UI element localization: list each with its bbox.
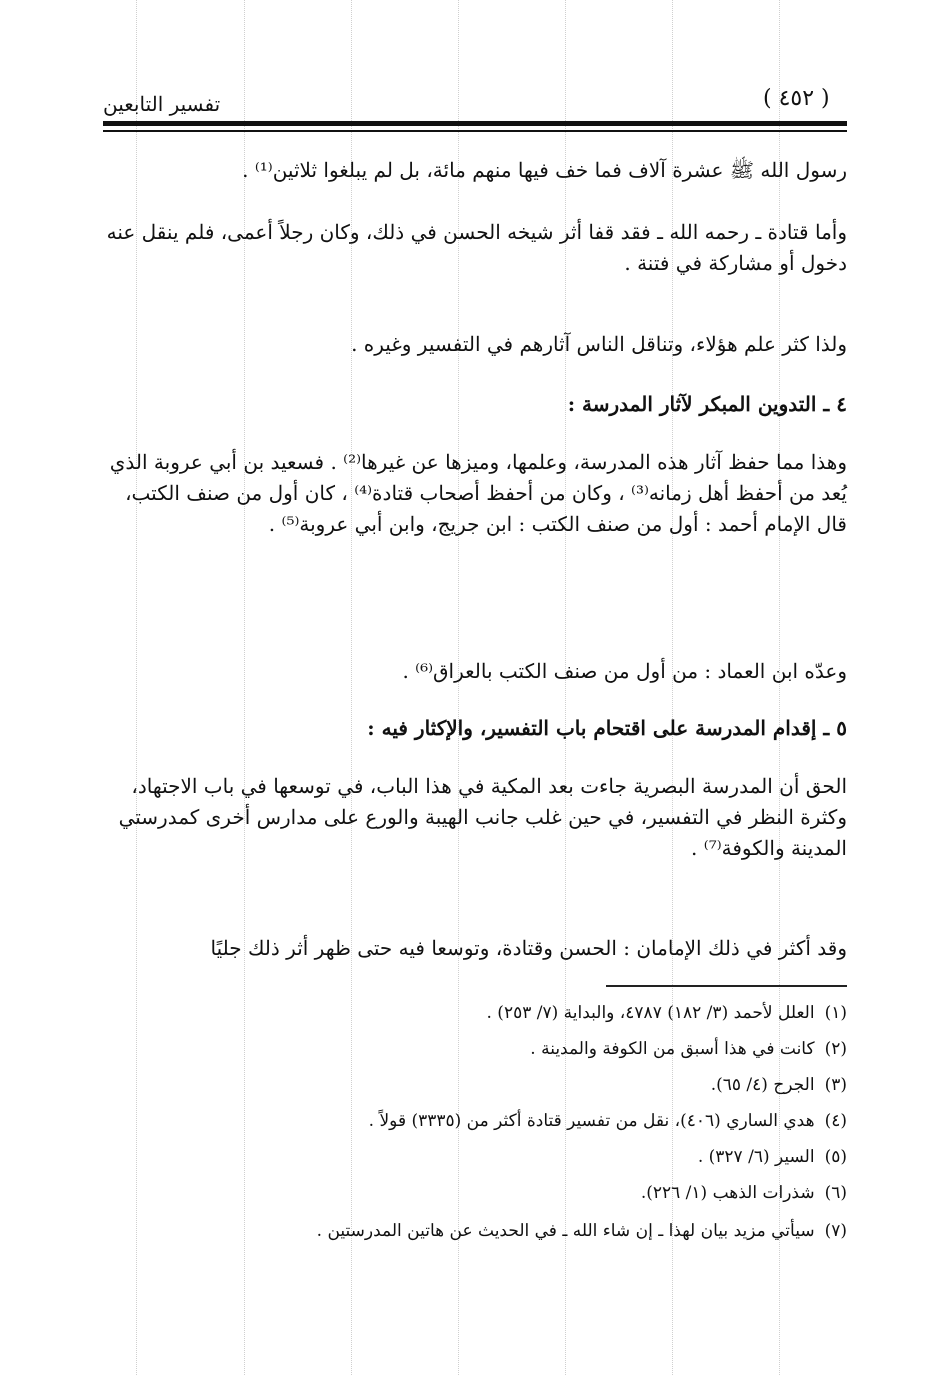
paragraph: ولذا كثر علم هؤلاء، وتناقل الناس آثارهم في التفسير وغيره . bbox=[351, 332, 847, 356]
footnote-number: (٣) bbox=[824, 1075, 847, 1095]
footnote-separator bbox=[606, 985, 847, 987]
scan-artifact-line bbox=[136, 0, 137, 1375]
footnote-text: شذرات الذهب (١/ ٢٢٦). bbox=[640, 1183, 815, 1203]
paragraph: وهذا مما حفظ آثار هذه المدرسة، وعلمها، وميزها عن غيرها⁽²⁾ . فسعيد بن أبي عروبة الذي يُعد من أحفظ أهل زمانه⁽³⁾ ، وكان من أحفظ أصحاب قتادة⁽⁴⁾ ، كان أول من صنف الكتب، قال الإمام أحمد : أول من صنف الكتب : ابن جريج، وابن أبي عروبة⁽⁵⁾ . bbox=[109, 450, 847, 536]
footnote-number: (١) bbox=[824, 1003, 847, 1023]
footnote-number: (٤) bbox=[824, 1111, 847, 1131]
footnote-text: سيأتي مزيد بيان لهذا ـ إن شاء الله ـ في الحديث عن هاتين المدرستين . bbox=[316, 1221, 815, 1241]
footnote-number: (٥) bbox=[824, 1147, 847, 1167]
footnote bbox=[103, 1182, 847, 1204]
scan-artifact-line bbox=[672, 0, 673, 1375]
footnote-number: (٦) bbox=[824, 1183, 847, 1203]
scan-artifact-line bbox=[565, 0, 566, 1375]
footnote-text: العلل لأحمد (٣/ ١٨٢) ٤٧٨٧، والبداية (٧/ ٢٥٣) . bbox=[486, 1003, 815, 1023]
footnote bbox=[103, 1146, 847, 1168]
section-heading: ٥ ـ إقدام المدرسة على اقتحام باب التفسير، والإكثار فيه : bbox=[367, 716, 847, 740]
section-heading: ٤ ـ التدوين المبكر لآثار المدرسة : bbox=[567, 392, 847, 416]
page-number: ( ٤٥٢ ) bbox=[763, 86, 830, 111]
scan-artifact-line bbox=[351, 0, 352, 1375]
footnote-text: الجرح (٤/ ٦٥). bbox=[710, 1075, 815, 1095]
paragraph: الحق أن المدرسة البصرية جاءت بعد المكية في هذا الباب، في توسعها في باب الاجتهاد، وكثرة النظر في التفسير، في حين غلب جانب الهيبة والورع على مدارس أخرى كمدرستي المدينة والكوفة⁽⁷⁾ . bbox=[118, 774, 847, 860]
header-rule-thick bbox=[103, 121, 847, 126]
paragraph: رسول الله ﷺ عشرة آلاف فما خف فيها منهم مائة، بل لم يبلغوا ثلاثين⁽¹⁾ . bbox=[242, 158, 847, 182]
running-header-title: تفسير التابعين bbox=[103, 92, 221, 116]
footnote-number: (٢) bbox=[824, 1039, 847, 1059]
scan-artifact-line bbox=[244, 0, 245, 1375]
paragraph: وعدّه ابن العماد : من أول من صنف الكتب بالعراق⁽⁶⁾ . bbox=[402, 659, 847, 683]
footnote bbox=[103, 1038, 847, 1060]
paragraph: وقد أكثر في ذلك الإمامان : الحسن وقتادة، وتوسعا فيه حتى ظهر أثر ذلك جليًا bbox=[210, 936, 847, 960]
footnote bbox=[103, 1002, 847, 1024]
footnote bbox=[103, 1074, 847, 1096]
footnote bbox=[103, 1220, 847, 1242]
paragraph: وأما قتادة ـ رحمه الله ـ فقد قفا أثر شيخه الحسن في ذلك، وكان رجلاً أعمى، فلم ينقل عنه دخول أو مشاركة في فتنة . bbox=[106, 220, 847, 275]
header-rule-thin bbox=[103, 130, 847, 132]
footnote-number: (٧) bbox=[824, 1221, 847, 1241]
scan-artifact-line bbox=[458, 0, 459, 1375]
footnote-text: كانت في هذا أسبق من الكوفة والمدينة . bbox=[530, 1039, 815, 1059]
footnote bbox=[103, 1110, 847, 1132]
scan-artifact-line bbox=[779, 0, 780, 1375]
footnote-text: هدي الساري (٤٠٦)، نقل من تفسير قتادة أكثر من (٣٣٣٥) قولاً . bbox=[368, 1111, 815, 1131]
footnote-text: السير (٦/ ٣٢٧) . bbox=[697, 1147, 815, 1167]
